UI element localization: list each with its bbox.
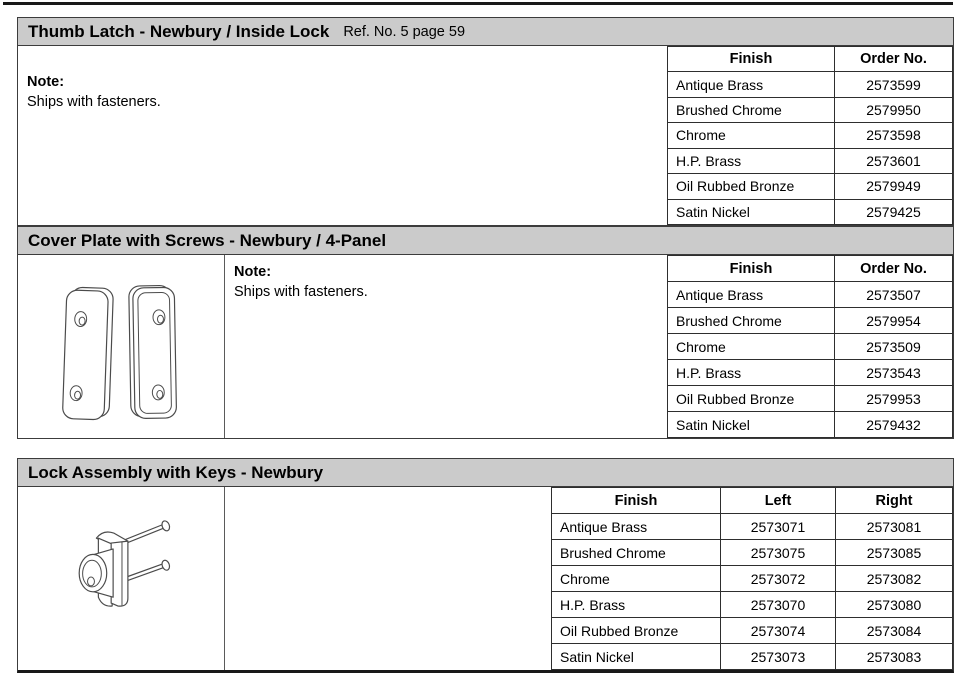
- section-body: [18, 46, 953, 225]
- cover-plates-line-drawing: [18, 255, 224, 438]
- order-no-cell: 2579954: [835, 308, 953, 334]
- section-header: [18, 227, 953, 255]
- finish-cell: Chrome: [552, 566, 721, 592]
- right-order-cell: 2573084: [836, 618, 953, 644]
- table-row: [668, 148, 953, 173]
- finish-cell: Satin Nickel: [668, 199, 835, 224]
- order-no-cell: 2573509: [835, 334, 953, 360]
- note-label: Note:: [234, 264, 272, 280]
- finish-cell: Chrome: [668, 334, 835, 360]
- table-row: [668, 97, 953, 122]
- finish-cell: Satin Nickel: [552, 644, 721, 670]
- left-order-cell: 2573072: [721, 566, 836, 592]
- finish-cell: Chrome: [668, 123, 835, 148]
- table-header-row: [668, 256, 953, 282]
- table-row: [552, 644, 953, 670]
- section-title: Lock Assembly with Keys - Newbury: [28, 462, 324, 482]
- table-row: [668, 72, 953, 97]
- header-finish: Finish: [552, 488, 721, 514]
- header-finish: Finish: [668, 256, 835, 282]
- table-row: [552, 540, 953, 566]
- order-no-cell: 2573507: [835, 282, 953, 308]
- table-row: [668, 308, 953, 334]
- table-header-row: [668, 47, 953, 72]
- table-row: [552, 514, 953, 540]
- table-row: [668, 412, 953, 438]
- note: [234, 262, 368, 302]
- table-row: [668, 123, 953, 148]
- header-finish: Finish: [668, 47, 835, 72]
- finish-cell: H.P. Brass: [668, 148, 835, 173]
- header-right: Right: [836, 488, 953, 514]
- table-row: [668, 334, 953, 360]
- lock-assembly-image-cell: [18, 487, 225, 670]
- right-order-cell: 2573080: [836, 592, 953, 618]
- finish-cell: Oil Rubbed Bronze: [668, 174, 835, 199]
- cover-plates-image-cell: [18, 255, 225, 438]
- section-header: [18, 459, 953, 487]
- section-cover-plate: [17, 226, 954, 439]
- table-row: [668, 199, 953, 224]
- table-row: [668, 282, 953, 308]
- section-body: [18, 255, 953, 438]
- section-body: [18, 487, 953, 670]
- section-title: Thumb Latch - Newbury / Inside Lock: [28, 21, 330, 41]
- right-order-cell: 2573085: [836, 540, 953, 566]
- table-row: [552, 618, 953, 644]
- finish-cell: Satin Nickel: [668, 412, 835, 438]
- order-no-cell: 2573599: [835, 72, 953, 97]
- left-order-cell: 2573074: [721, 618, 836, 644]
- finish-left-right-table: [551, 487, 953, 670]
- right-order-cell: 2573083: [836, 644, 953, 670]
- order-no-cell: 2579950: [835, 97, 953, 122]
- note-label: Note:: [27, 74, 65, 90]
- section-ref: Ref. No. 5 page 59: [343, 24, 466, 40]
- section-thumb-latch: [17, 17, 954, 226]
- table-header-row: [552, 488, 953, 514]
- table-row: [668, 386, 953, 412]
- finish-cell: Brushed Chrome: [668, 308, 835, 334]
- order-no-cell: 2573601: [835, 148, 953, 173]
- finish-cell: Oil Rubbed Bronze: [552, 618, 721, 644]
- left-order-cell: 2573071: [721, 514, 836, 540]
- left-order-cell: 2573073: [721, 644, 836, 670]
- finish-cell: H.P. Brass: [552, 592, 721, 618]
- note: [27, 72, 161, 112]
- right-order-cell: 2573082: [836, 566, 953, 592]
- finish-cell: Antique Brass: [668, 282, 835, 308]
- table-row: [552, 566, 953, 592]
- finish-cell: Brushed Chrome: [552, 540, 721, 566]
- finish-cell: H.P. Brass: [668, 360, 835, 386]
- left-order-cell: 2573070: [721, 592, 836, 618]
- table-row: [668, 174, 953, 199]
- lock-assembly-line-drawing: [18, 487, 224, 670]
- finish-order-table: [667, 255, 953, 438]
- order-no-cell: 2573598: [835, 123, 953, 148]
- order-no-cell: 2573543: [835, 360, 953, 386]
- note-text: Ships with fasteners.: [234, 284, 368, 300]
- left-order-cell: 2573075: [721, 540, 836, 566]
- table-row: [668, 360, 953, 386]
- section-lock-assembly: [17, 458, 954, 673]
- section-header: [18, 18, 953, 46]
- table-row: [552, 592, 953, 618]
- finish-cell: Antique Brass: [668, 72, 835, 97]
- finish-order-table: [667, 46, 953, 225]
- finish-cell: Antique Brass: [552, 514, 721, 540]
- note-text: Ships with fasteners.: [27, 94, 161, 110]
- order-no-cell: 2579425: [835, 199, 953, 224]
- top-rule: [3, 2, 953, 5]
- finish-cell: Brushed Chrome: [668, 97, 835, 122]
- order-no-cell: 2579953: [835, 386, 953, 412]
- section-title: Cover Plate with Screws - Newbury / 4-Panel: [28, 230, 387, 250]
- finish-cell: Oil Rubbed Bronze: [668, 386, 835, 412]
- order-no-cell: 2579432: [835, 412, 953, 438]
- header-order-no: Order No.: [835, 47, 953, 72]
- header-left: Left: [721, 488, 836, 514]
- header-order-no: Order No.: [835, 256, 953, 282]
- right-order-cell: 2573081: [836, 514, 953, 540]
- order-no-cell: 2579949: [835, 174, 953, 199]
